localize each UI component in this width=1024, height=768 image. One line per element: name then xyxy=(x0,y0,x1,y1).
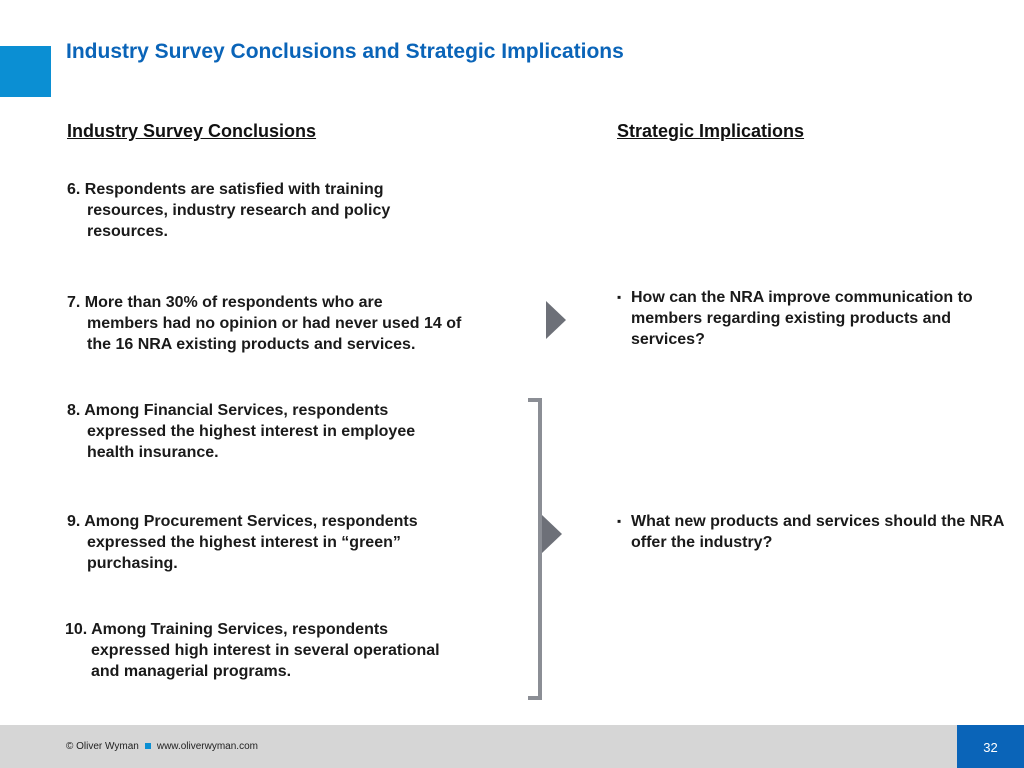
conclusion-number: 7. xyxy=(67,294,81,311)
conclusion-item-9 xyxy=(67,511,487,574)
conclusion-item-6 xyxy=(67,179,487,242)
conclusion-rest: expressed the highest interest in “green” purchasing. xyxy=(87,534,401,572)
conclusion-line1: Among Training Services, respondents xyxy=(91,621,389,638)
conclusion-number: 9. xyxy=(67,513,81,530)
conclusion-rest: expressed high interest in several operational and managerial programs. xyxy=(91,642,440,680)
conclusion-line1: Respondents are satisfied with training xyxy=(84,181,384,198)
implication-item-communication xyxy=(617,287,1024,350)
website-link[interactable]: www.oliverwyman.com xyxy=(156,741,258,752)
implication-text: How can the NRA improve communication to members regarding existing products and services? xyxy=(631,289,973,348)
bracket-icon xyxy=(528,398,542,700)
copyright: © Oliver Wyman xyxy=(66,741,139,752)
arrow-right-icon xyxy=(542,515,562,553)
footer-text xyxy=(66,741,258,752)
implications-heading: Strategic Implications xyxy=(617,121,805,141)
conclusion-line1: More than 30% of respondents who are xyxy=(84,294,383,311)
bullet-icon: ▪ xyxy=(617,514,622,528)
conclusion-line1: Among Procurement Services, respondents xyxy=(84,513,418,530)
page-number-box xyxy=(957,725,1024,768)
conclusion-rest: members had no opinion or had never used 14 of the 16 NRA existing products and services. xyxy=(87,315,462,353)
footer-bar xyxy=(0,725,1024,768)
implication-text: What new products and services should the NRA offer the industry? xyxy=(631,513,1004,551)
conclusion-rest: resources, industry research and policy resources. xyxy=(87,202,391,240)
page-number: 32 xyxy=(983,740,998,755)
bullet-icon: ▪ xyxy=(617,290,622,304)
conclusion-number: 10. xyxy=(65,621,88,638)
conclusion-rest: expressed the highest interest in employee health insurance. xyxy=(87,423,416,461)
arrow-right-icon xyxy=(546,301,566,339)
accent-square xyxy=(0,46,51,97)
slide-title: Industry Survey Conclusions and Strategic Implications xyxy=(66,40,624,63)
conclusion-line1: Among Financial Services, respondents xyxy=(84,402,389,419)
conclusion-number: 8. xyxy=(67,402,81,419)
conclusion-item-8 xyxy=(67,400,487,463)
conclusions-heading: Industry Survey Conclusions xyxy=(67,121,317,141)
footer-square-icon xyxy=(145,743,151,749)
conclusion-item-7 xyxy=(67,292,487,355)
conclusion-number: 6. xyxy=(67,181,81,198)
implication-item-new-products xyxy=(617,511,1024,553)
conclusion-item-10 xyxy=(65,619,485,682)
